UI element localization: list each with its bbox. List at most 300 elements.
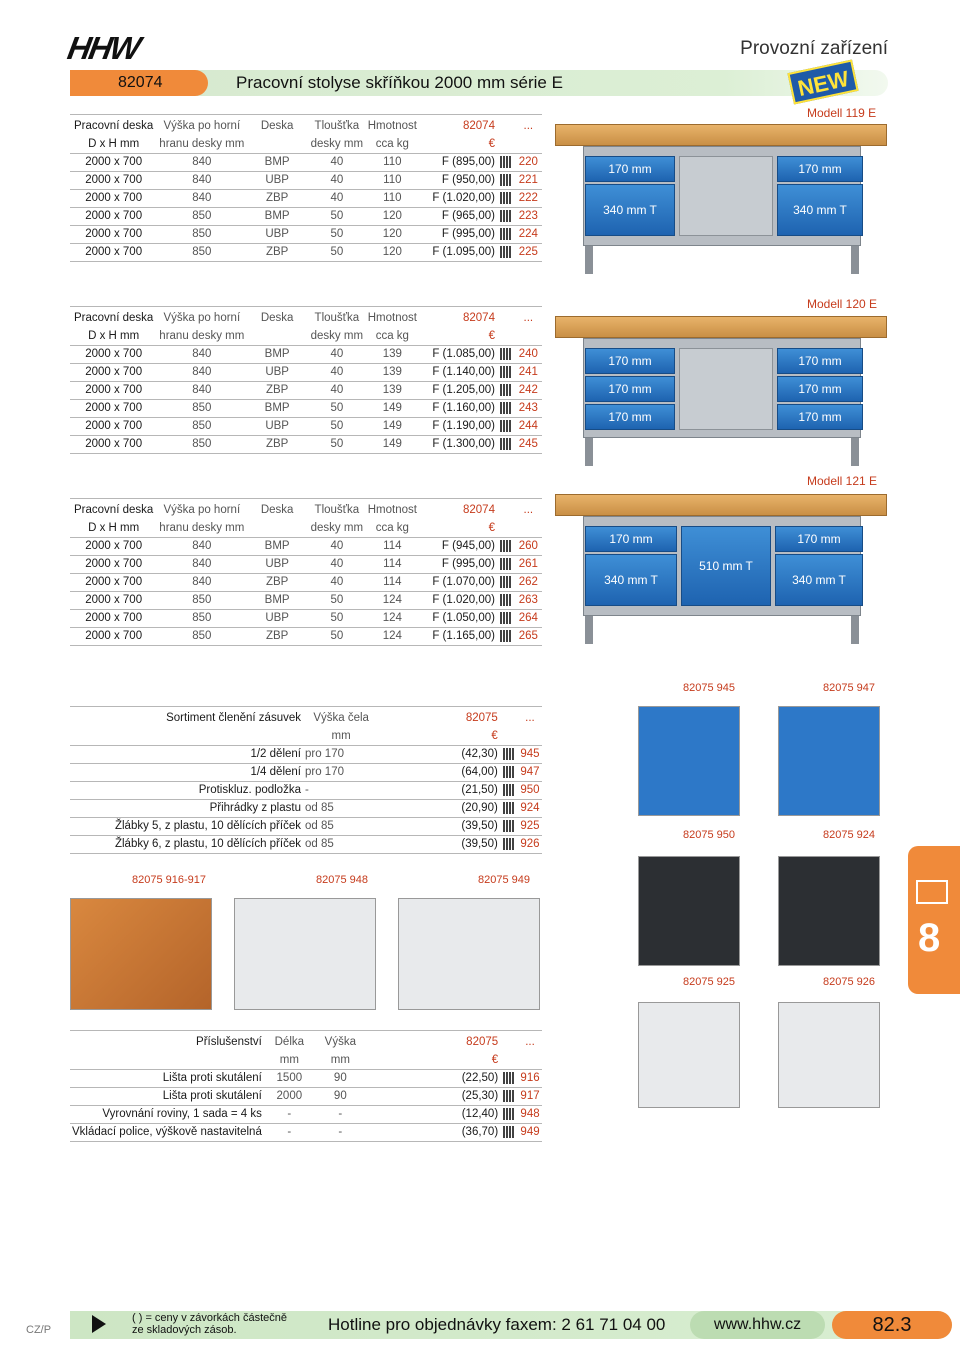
table-row [70, 591, 542, 609]
weight-cell: 149 [382, 420, 402, 432]
height-cell: 850 [192, 594, 212, 606]
column-header: Délka [274, 1036, 305, 1048]
table-cell: Lišta proti skutálení [162, 1072, 262, 1084]
qr-code-icon [497, 381, 515, 399]
weight-cell: 114 [383, 558, 402, 570]
table-cell: - [338, 1126, 343, 1138]
qr-code-icon [497, 171, 515, 189]
column-header: 82075 [465, 712, 498, 724]
table-cell: 916 [520, 1072, 540, 1084]
qr-code-icon [497, 207, 515, 225]
column-header: hranu desky mm [159, 137, 245, 150]
dimension-cell: 2000 x 700 [85, 174, 143, 186]
qr-spacer [497, 519, 515, 537]
table-row [70, 763, 542, 781]
column-header [518, 727, 542, 745]
qr-code-icon [497, 189, 515, 207]
dimension-cell: 2000 x 700 [85, 348, 143, 360]
height-cell: 850 [192, 420, 212, 432]
board-cell: BMP [264, 348, 290, 360]
column-header: € [488, 329, 495, 342]
dimension-cell: 2000 x 700 [85, 612, 143, 624]
column-header [246, 327, 308, 345]
column-header: D x H mm [88, 137, 140, 150]
table-cell: 950 [520, 784, 540, 796]
drawer: 170 mm [585, 348, 675, 374]
qr-spacer [497, 135, 515, 153]
dimension-cell: 2000 x 700 [85, 558, 143, 570]
drawer: 170 mm [777, 376, 863, 402]
table-cell: 2000 [276, 1090, 303, 1102]
table-cell: (64,00) [461, 766, 498, 778]
column-header: ... [523, 504, 534, 516]
worktop [555, 124, 887, 146]
thickness-cell: 50 [330, 228, 344, 240]
spec-table-119 [70, 114, 542, 262]
drawer: 340 mm T [777, 184, 863, 236]
height-cell: 850 [192, 246, 212, 258]
height-cell: 850 [192, 612, 212, 624]
qr-spacer [500, 1051, 518, 1069]
board-cell: ZBP [265, 576, 289, 588]
table-cell: (25,30) [461, 1090, 499, 1102]
column-header: mm [330, 1053, 350, 1066]
pic-label-926: 82075 926 [823, 976, 875, 988]
board-cell: BMP [264, 156, 290, 168]
thickness-cell: 40 [330, 156, 344, 168]
table-row [70, 243, 542, 261]
board-cell: ZBP [265, 384, 289, 396]
column-header: Tloušťka [314, 120, 360, 132]
dimension-cell: 2000 x 700 [85, 540, 143, 552]
table-row [70, 817, 542, 835]
chapter-number: 8 [918, 916, 941, 960]
price-cell: F (1.165,00) [432, 630, 495, 642]
thickness-cell: 50 [330, 594, 344, 606]
table-cell: pro 170 [304, 766, 344, 778]
thickness-cell: 50 [330, 438, 344, 450]
code-cell: 244 [518, 420, 538, 432]
column-header: Tloušťka [314, 504, 360, 516]
column-header: 82074 [462, 120, 495, 132]
pic-label-949: 82075 949 [478, 874, 530, 886]
worktop [555, 316, 887, 338]
table-row [70, 381, 542, 399]
pic-label-948: 82075 948 [316, 874, 368, 886]
column-header: Výška čela [313, 712, 369, 724]
table-row [70, 627, 542, 645]
weight-cell: 120 [382, 228, 402, 240]
table-cell: (39,50) [461, 838, 498, 850]
column-header: cca kg [375, 137, 409, 150]
qr-code-icon [497, 153, 515, 171]
column-header: ... [525, 712, 535, 724]
sortiment-table [70, 706, 542, 854]
height-cell: 850 [192, 438, 212, 450]
table-cell: - [287, 1108, 292, 1120]
table-row [70, 171, 542, 189]
weight-cell: 124 [382, 630, 402, 642]
table-cell: 1500 [276, 1072, 303, 1084]
table-cell: 917 [520, 1090, 540, 1102]
drawer: 170 mm [777, 348, 863, 374]
bench-leg [585, 438, 593, 466]
drawer: 170 mm [777, 156, 863, 182]
drawer: 170 mm [585, 156, 675, 182]
table-row [70, 363, 542, 381]
table-cell: (22,50) [461, 1072, 499, 1084]
plastic-compartments-image [778, 856, 880, 966]
dimension-cell: 2000 x 700 [85, 420, 143, 432]
table-row [70, 225, 542, 243]
bench-leg [585, 246, 593, 274]
table-cell: 924 [520, 802, 540, 814]
table-row [70, 573, 542, 591]
drawer: 340 mm T [585, 184, 675, 236]
dimension-cell: 2000 x 700 [85, 384, 143, 396]
table-row [70, 799, 542, 817]
table-row [70, 1069, 542, 1087]
pic-label-950: 82075 950 [683, 829, 735, 841]
table-cell: 90 [333, 1072, 347, 1084]
weight-cell: 114 [383, 576, 402, 588]
model-label-121: Modell 121 E [807, 474, 878, 488]
insert-shelf-image [398, 898, 540, 1010]
drawer-division-half-image [638, 706, 740, 816]
column-header: hranu desky mm [159, 329, 245, 342]
qr-code-icon [497, 555, 515, 573]
column-header [246, 519, 308, 537]
price-cell: F (1.140,00) [432, 366, 495, 378]
table-cell: od 85 [304, 802, 334, 814]
antislip-mat-image [638, 856, 740, 966]
column-header: desky mm [310, 137, 364, 150]
column-header: ... [523, 312, 534, 324]
drawer: 170 mm [775, 526, 863, 552]
code-cell: 240 [518, 348, 538, 360]
pic-label-916: 82075 916-917 [132, 874, 207, 886]
code-cell: 221 [518, 174, 538, 186]
column-header: Výška po horní [163, 312, 241, 324]
roll-off-strip-image [70, 898, 212, 1010]
table-cell: 1/4 dělení [250, 766, 301, 778]
column-header: Sortiment členění zásuvek [166, 712, 301, 724]
table-cell: Žlábky 5, z plastu, 10 dělících příček [114, 820, 301, 832]
qr-code-icon [500, 781, 518, 799]
column-header [518, 1051, 542, 1069]
qr-spacer [497, 115, 515, 136]
board-cell: ZBP [265, 192, 289, 204]
table-row [70, 153, 542, 171]
table-cell: (42,30) [461, 748, 498, 760]
qr-code-icon [500, 817, 518, 835]
height-cell: 840 [192, 384, 212, 396]
table-row [70, 745, 542, 763]
table-row [70, 189, 542, 207]
table-row [70, 781, 542, 799]
table-row [70, 555, 542, 573]
height-cell: 840 [192, 540, 212, 552]
code-cell: 223 [518, 210, 538, 222]
spec-table-120 [70, 306, 542, 454]
arrow-right-icon [92, 1315, 106, 1333]
column-header: 82074 [462, 504, 495, 516]
table-cell: od 85 [304, 838, 334, 850]
table-cell: Přihrádky z plastu [209, 802, 301, 814]
qr-code-icon [497, 435, 515, 453]
drawer: 340 mm T [585, 554, 677, 606]
height-cell: 850 [192, 630, 212, 642]
table-cell: 90 [333, 1090, 347, 1102]
column-header: ... [523, 120, 534, 132]
board-cell: BMP [264, 402, 290, 414]
price-cell: F (895,00) [441, 156, 495, 168]
table-cell: Protiskluz. podložka [198, 784, 301, 796]
drawer: 510 mm T [681, 526, 771, 606]
price-cell: F (995,00) [441, 558, 495, 570]
qr-code-icon [497, 363, 515, 381]
board-cell: BMP [264, 594, 290, 606]
column-header: Deska [260, 120, 294, 132]
thickness-cell: 50 [330, 402, 344, 414]
table-row [70, 609, 542, 627]
qr-code-icon [497, 417, 515, 435]
bench-leg [585, 616, 593, 644]
language-code: CZ/P [26, 1324, 52, 1336]
code-cell: 245 [518, 438, 538, 450]
qr-code-icon [497, 591, 515, 609]
table-cell: (12,40) [461, 1108, 499, 1120]
dimension-cell: 2000 x 700 [85, 210, 143, 222]
qr-code-icon [497, 243, 515, 261]
weight-cell: 114 [383, 540, 402, 552]
qr-code-icon [500, 763, 518, 781]
page-title: Pracovní stolyse skříňkou 2000 mm série E [236, 73, 563, 92]
price-cell: F (1.190,00) [432, 420, 495, 432]
weight-cell: 139 [382, 384, 402, 396]
height-cell: 840 [192, 558, 212, 570]
thickness-cell: 50 [330, 630, 344, 642]
board-cell: BMP [264, 540, 290, 552]
thickness-cell: 40 [330, 174, 344, 186]
table-row [70, 835, 542, 853]
column-header [70, 727, 303, 745]
dimension-cell: 2000 x 700 [85, 366, 143, 378]
thickness-cell: 40 [330, 576, 344, 588]
table-cell: (21,50) [461, 784, 498, 796]
table-cell: od 85 [304, 820, 334, 832]
column-header: ... [525, 1036, 535, 1048]
code-cell: 220 [518, 156, 538, 168]
column-header: Výška po horní [163, 504, 241, 516]
qr-code-icon [497, 627, 515, 645]
website-link[interactable]: www.hhw.cz [690, 1311, 825, 1339]
product-number: 82074 [70, 70, 208, 96]
open-shelf [679, 156, 773, 236]
thickness-cell: 40 [330, 540, 344, 552]
qr-code-icon [497, 573, 515, 591]
table-row [70, 435, 542, 453]
table-cell: Lišta proti skutálení [162, 1090, 262, 1102]
column-header: Tloušťka [314, 312, 360, 324]
drawer: 170 mm [585, 404, 675, 430]
weight-cell: 110 [383, 192, 402, 204]
qr-code-icon [497, 399, 515, 417]
weight-cell: 149 [382, 438, 402, 450]
code-cell: 241 [518, 366, 538, 378]
weight-cell: 120 [382, 246, 402, 258]
column-header: mm [331, 729, 351, 742]
drawer: 170 mm [585, 376, 675, 402]
dimension-cell: 2000 x 700 [85, 156, 143, 168]
column-header [246, 135, 308, 153]
board-cell: UBP [265, 174, 289, 186]
price-note: ( ) = ceny v závorkách částečně ze skladových zásob. [132, 1312, 287, 1336]
table-row [70, 1105, 542, 1123]
pic-label-925: 82075 925 [683, 976, 735, 988]
code-cell: 264 [518, 612, 538, 624]
code-cell: 261 [518, 558, 538, 570]
table-cell: 925 [520, 820, 540, 832]
column-header: cca kg [375, 521, 409, 534]
height-cell: 850 [192, 210, 212, 222]
accessories-table [70, 1030, 542, 1142]
price-cell: F (1.020,00) [432, 594, 495, 606]
column-header: Výška [324, 1036, 356, 1048]
bench-120-image [555, 316, 887, 466]
dimension-cell: 2000 x 700 [85, 228, 143, 240]
height-cell: 840 [192, 174, 212, 186]
column-header: cca kg [375, 329, 409, 342]
board-cell: ZBP [265, 246, 289, 258]
column-header: Hmotnost [367, 120, 417, 132]
qr-spacer [500, 1031, 518, 1052]
column-header: Deska [260, 312, 294, 324]
table-cell: 947 [520, 766, 540, 778]
price-cell: F (995,00) [441, 228, 495, 240]
drawer-division-quarter-image [778, 706, 880, 816]
fax-hotline: Hotline pro objednávky faxem: 2 61 71 04 00 [328, 1315, 666, 1334]
table-row [70, 207, 542, 225]
qr-spacer [497, 499, 515, 520]
qr-code-icon [500, 799, 518, 817]
column-header: Hmotnost [367, 312, 417, 324]
bench-leg [851, 616, 859, 644]
new-badge: NEW [787, 59, 858, 104]
column-header: € [488, 521, 495, 534]
qr-spacer [497, 327, 515, 345]
spec-table-121 [70, 498, 542, 646]
qr-spacer [497, 307, 515, 328]
column-header: 82075 [466, 1036, 499, 1048]
column-header: desky mm [310, 521, 364, 534]
model-label-120: Modell 120 E [807, 297, 878, 311]
dimension-cell: 2000 x 700 [85, 402, 143, 414]
column-header: Deska [260, 504, 294, 516]
dimension-cell: 2000 x 700 [85, 438, 143, 450]
model-label-119: Modell 119 E [807, 106, 877, 120]
leveling-feet-image [234, 898, 376, 1010]
price-cell: F (950,00) [441, 174, 495, 186]
board-cell: UBP [265, 366, 289, 378]
table-row [70, 345, 542, 363]
thickness-cell: 50 [330, 246, 344, 258]
board-cell: UBP [265, 420, 289, 432]
table-cell: Vkládací police, výškově nastavitelná [72, 1126, 262, 1138]
price-cell: F (1.205,00) [432, 384, 495, 396]
board-cell: ZBP [265, 438, 289, 450]
price-cell: F (1.095,00) [432, 246, 495, 258]
table-row [70, 537, 542, 555]
price-cell: F (1.300,00) [432, 438, 495, 450]
code-cell: 260 [518, 540, 538, 552]
bench-leg [851, 246, 859, 274]
qr-code-icon [500, 1123, 518, 1141]
table-cell: Žlábky 6, z plastu, 10 dělících příček [114, 838, 301, 850]
height-cell: 850 [192, 228, 212, 240]
qr-code-icon [500, 745, 518, 763]
column-header [515, 135, 542, 153]
bench-leg [851, 438, 859, 466]
dimension-cell: 2000 x 700 [85, 630, 143, 642]
table-cell: (39,50) [461, 820, 498, 832]
board-cell: UBP [265, 558, 289, 570]
column-header: Příslušenství [196, 1036, 262, 1048]
table-cell: 949 [520, 1126, 540, 1138]
plastic-trays-5-image [638, 1002, 740, 1108]
table-row [70, 417, 542, 435]
height-cell: 850 [192, 402, 212, 414]
board-cell: UBP [265, 612, 289, 624]
price-cell: F (1.085,00) [432, 348, 495, 360]
board-cell: UBP [265, 228, 289, 240]
table-cell: - [287, 1126, 292, 1138]
table-cell: 948 [520, 1108, 540, 1120]
thickness-cell: 40 [330, 348, 344, 360]
page-number: 82.3 [832, 1311, 952, 1339]
code-cell: 225 [518, 246, 538, 258]
thickness-cell: 40 [330, 192, 344, 204]
column-header: € [491, 729, 498, 742]
qr-spacer [500, 727, 518, 745]
column-header: Hmotnost [367, 504, 417, 516]
table-cell: 945 [520, 748, 540, 760]
code-cell: 265 [518, 630, 538, 642]
qr-code-icon [497, 225, 515, 243]
price-cell: F (1.160,00) [432, 402, 495, 414]
column-header: Výška po horní [163, 120, 241, 132]
table-cell: pro 170 [304, 748, 344, 760]
column-header: Pracovní deska [74, 312, 154, 324]
thickness-cell: 40 [330, 366, 344, 378]
code-cell: 262 [518, 576, 538, 588]
weight-cell: 124 [382, 594, 402, 606]
column-header [515, 327, 542, 345]
dimension-cell: 2000 x 700 [85, 576, 143, 588]
price-cell: F (1.020,00) [432, 192, 495, 204]
code-cell: 243 [518, 402, 538, 414]
qr-code-icon [500, 1087, 518, 1105]
code-cell: 263 [518, 594, 538, 606]
price-cell: F (1.070,00) [432, 576, 495, 588]
price-cell: F (945,00) [441, 540, 495, 552]
height-cell: 840 [192, 348, 212, 360]
table-cell: Vyrovnání roviny, 1 sada = 4 ks [102, 1108, 262, 1120]
column-header: Pracovní deska [74, 120, 154, 132]
price-cell: F (965,00) [441, 210, 495, 222]
price-cell: F (1.050,00) [432, 612, 495, 624]
dimension-cell: 2000 x 700 [85, 246, 143, 258]
